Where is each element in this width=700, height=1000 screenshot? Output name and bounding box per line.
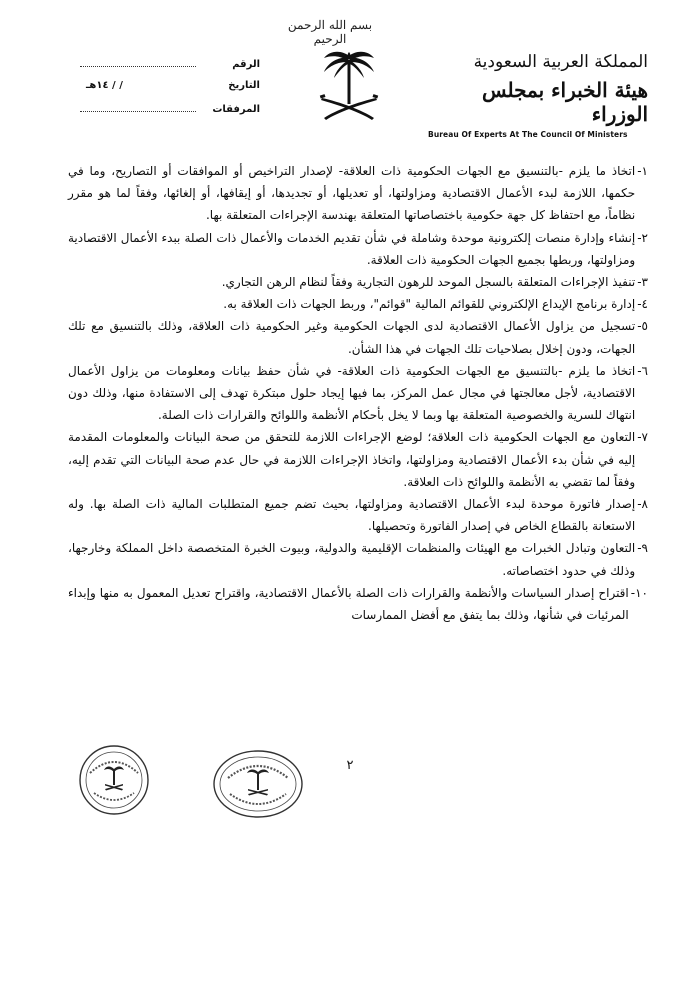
saudi-palm-swords-emblem-icon xyxy=(318,48,380,126)
clause-number: ٣- xyxy=(637,275,648,290)
clause-text: التعاون وتبادل الخبرات مع الهيئات والمنظمات الإقليمية والدولية، وبيوت الخبرة المتخصصة داخل المملكة وخارجها، وذلك في حدود اختصاصاته. xyxy=(68,541,636,578)
clause xyxy=(68,227,648,271)
date-row xyxy=(80,80,260,91)
clause-number: ٢- xyxy=(637,230,648,245)
clause xyxy=(68,315,648,359)
country-name: المملكة العربية السعودية xyxy=(473,52,648,72)
attachments-label: المرفقات xyxy=(212,104,260,115)
attachments-row xyxy=(80,101,260,115)
authority-name: هيئة الخبراء بمجلس الوزراء xyxy=(481,78,648,126)
round-official-seal-icon xyxy=(78,743,150,817)
clause xyxy=(68,360,648,427)
number-line xyxy=(80,56,196,67)
number-label: الرقم xyxy=(232,59,260,70)
oval-official-seal-icon xyxy=(212,748,304,820)
reference-block xyxy=(80,56,260,125)
clause-text: إصدار فاتورة موحدة لبدء الأعمال الاقتصادية ومزاولتها، بحيث تضم جميع المتطلبات المالية ذات الصلة بها. وله الاستعانة بالقطاع الخاص في إصدار الفاتورة وتحصيلها. xyxy=(68,497,636,534)
authority-name-english: Bureau Of Experts At The Council Of Ministers xyxy=(428,130,628,139)
clause-text: إنشاء وإدارة منصات إلكترونية موحدة وشاملة في شأن تقديم الخدمات والأعمال ذات الصلة ببدء الأعمال الاقتصادية ومزاولتها، وربطها بجميع الجهات الحكومية ذات العلاقة. xyxy=(68,230,636,267)
clause-number: ١٠- xyxy=(630,585,648,600)
clause xyxy=(68,493,648,537)
letterhead-right xyxy=(428,52,648,139)
clause xyxy=(68,537,648,581)
clause xyxy=(68,271,648,293)
clause-text: تسجيل من يزاول الأعمال الاقتصادية لدى الجهات الحكومية وغير الحكومية ذات العلاقة، وذلك بالتنسيق مع تلك الجهات، ودون إخلال بصلاحيات تلك الجهات في هذا الشأن. xyxy=(68,319,636,356)
clause-number: ٦- xyxy=(637,363,648,378)
clause-number: ٩- xyxy=(637,541,648,556)
clause-text: إدارة برنامج الإيداع الإلكتروني للقوائم المالية "قوائم"، وربط الجهات ذات العلاقة به. xyxy=(223,297,636,312)
date-label: التاريخ xyxy=(228,80,260,91)
date-value: / / ١٤هـ xyxy=(86,80,123,91)
clause-number: ١- xyxy=(637,164,648,178)
attachments-line xyxy=(80,101,196,112)
clause xyxy=(68,293,648,315)
basmala: بسم الله الرحمن الرحيم xyxy=(287,18,373,46)
number-row xyxy=(80,56,260,70)
clause xyxy=(68,160,648,227)
clause-number: ٧- xyxy=(637,430,648,445)
page-number: ٢ xyxy=(346,758,354,773)
clause-text: اتخاذ ما يلزم -بالتنسيق مع الجهات الحكومية ذات العلاقة- لإصدار التراخيص أو الموافقات أو التصاريح، وما في حكمها، اللازمة لبدء الأعمال الاقتصادية ومزاولتها، أو تعديلها، أو تجديدها، أو إيقافها، أو إلغائها، وفقاً لما هو مقرر نظاماً، مع احتفاظ كل جهة حكومية باختصاصاتها المتعلقة بهندسة الإجراءات المتعلقة بها. xyxy=(68,164,636,223)
clause xyxy=(68,582,648,626)
clause-number: ٥- xyxy=(637,319,648,334)
clause-text: اقتراح إصدار السياسات والأنظمة والقرارات ذات الصلة بالأعمال الاقتصادية، واقتراح تعديل المعمول به منها وإبداء المرئيات في شأنها، وذلك بما يتفق مع أفضل الممارسات xyxy=(68,585,629,623)
clause-text: تنفيذ الإجراءات المتعلقة بالسجل الموحد للرهون التجارية وفقاً لنظام الرهن التجاري. xyxy=(221,275,636,290)
clause-text: التعاون مع الجهات الحكومية ذات العلاقة؛ لوضع الإجراءات اللازمة للتحقق من صحة البيانات والمعلومات المقدمة إليه في شأن بدء الأعمال الاقتصادية ومزاولتها، واتخاذ الإجراءات اللازمة في حال عدم صحة البيانات التي تقدم إليه، وفقاً لما تقضي به الأنظمة واللوائح ذات العلاقة. xyxy=(68,430,636,489)
clause-number: ٨- xyxy=(637,497,648,512)
clause-number: ٤- xyxy=(637,297,648,312)
clause xyxy=(68,426,648,493)
document-body xyxy=(68,160,648,626)
clause-text: اتخاذ ما يلزم -بالتنسيق مع الجهات الحكومية ذات العلاقة- في شأن حفظ بيانات ومعلومات من يزاول الأعمال الاقتصادية، لأجل معالجتها في مجال عمل المركز، بما فيها إيجاد حلول مبتكرة تهدف إلى الاستفادة منها، وذلك دون انتهاك للسرية والخصوصية المتعلقة بها وبما لا يخل بأحكام الأنظمة واللوائح والقرارات ذات الصلة. xyxy=(68,363,636,423)
